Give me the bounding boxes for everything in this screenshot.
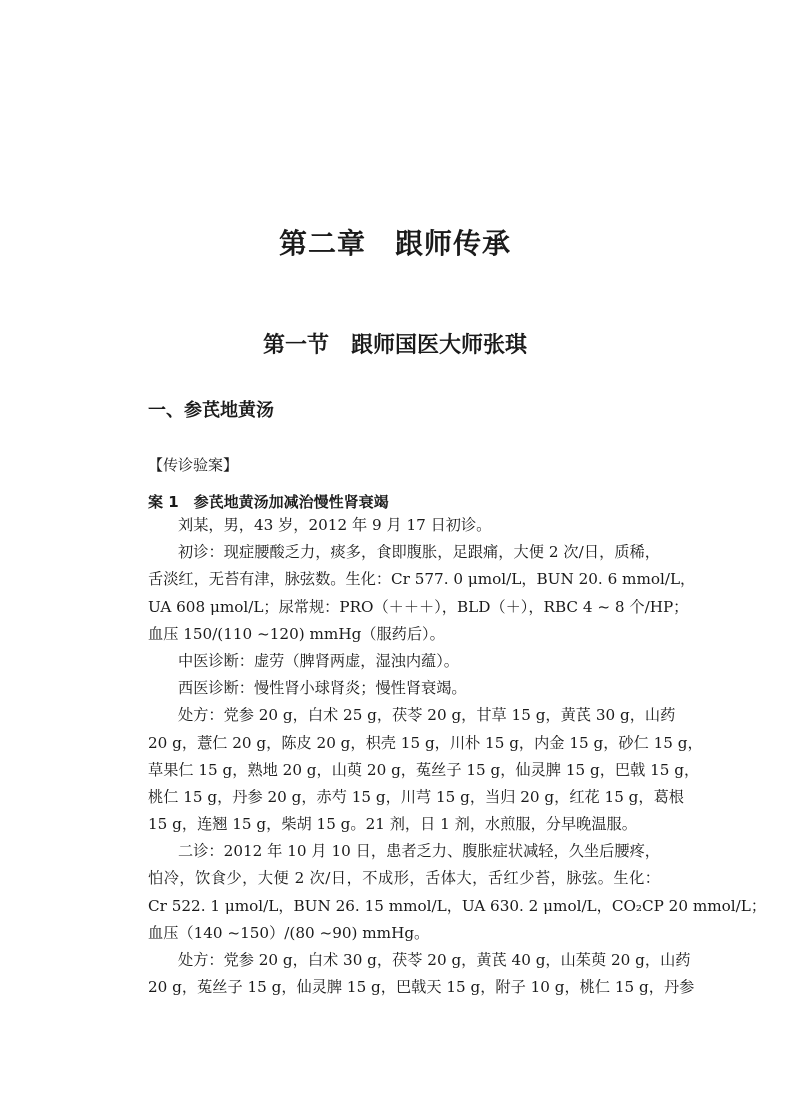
case-body bbox=[148, 512, 767, 1001]
body-line: 20 g，薏仁 20 g，陈皮 20 g，枳壳 15 g，川朴 15 g，内金 15 g，砂仁 15 g， bbox=[148, 733, 703, 752]
body-line: 中医诊断：虚劳（脾肾两虚，湿浊内蕴）。 bbox=[178, 651, 459, 670]
case-title: 案 1 参芪地黄汤加减治慢性肾衰竭 bbox=[148, 493, 389, 511]
body-line: 刘某，男，43 岁，2012 年 9 月 17 日初诊。 bbox=[178, 516, 492, 534]
body-line: 西医诊断：慢性肾小球肾炎；慢性肾衰竭。 bbox=[178, 679, 467, 698]
body-line: 血压 150/(110 ~120) mmHg（服药后）。 bbox=[148, 624, 445, 643]
section-title: 第一节 跟师国医大师张琪 bbox=[262, 333, 527, 358]
body-line: 15 g，连翘 15 g，柴胡 15 g。21 剂，日 1 剂，水煎服，分早晚温服。 bbox=[148, 815, 637, 834]
case-category-tag: 【传诊验案】 bbox=[148, 456, 239, 474]
body-line: 20 g，菟丝子 15 g，仙灵脾 15 g，巴戟天 15 g，附子 10 g，桃仁 15 g，丹参 bbox=[148, 978, 695, 997]
body-line: 舌淡红，无苔有津，脉弦数。生化：Cr 577. 0 μmol/L，BUN 20. 6 mmol/L， bbox=[148, 570, 696, 589]
body-line: 处方：党参 20 g，白术 30 g，茯苓 20 g，黄芪 40 g，山茱萸 20 g，山药 bbox=[178, 951, 691, 969]
body-line: Cr 522. 1 μmol/L，BUN 26. 15 mmol/L，UA 630. 2 μmol/L，CO₂CP 20 mmol/L； bbox=[148, 896, 767, 915]
body-line: 初诊：现症腰酸乏力，痰多，食即腹胀，足跟痛，大便 2 次/日，质稀， bbox=[178, 543, 660, 562]
body-line: UA 608 μmol/L；尿常规：PRO（＋＋＋），BLD（＋），RBC 4 ~ 8 个/HP； bbox=[148, 597, 689, 616]
body-line: 处方：党参 20 g，白术 25 g，茯苓 20 g，甘草 15 g，黄芪 30 g，山药 bbox=[178, 706, 676, 725]
body-line: 二诊：2012 年 10 月 10 日，患者乏力、腹胀症状减轻，久坐后腰疼， bbox=[178, 842, 660, 861]
body-line: 血压（140 ~150）/(80 ~90) mmHg。 bbox=[148, 923, 430, 942]
body-line: 桃仁 15 g，丹参 20 g，赤芍 15 g，川芎 15 g，当归 20 g，红花 15 g，葛根 bbox=[148, 787, 684, 806]
chapter-title: 第二章 跟师传承 bbox=[278, 227, 511, 260]
body-line: 怕冷，饮食少，大便 2 次/日，不成形，舌体大，舌红少苔，脉弦。生化： bbox=[148, 869, 660, 888]
subsection-title: 一、参芪地黄汤 bbox=[148, 400, 274, 421]
body-line: 草果仁 15 g，熟地 20 g，山萸 20 g，菟丝子 15 g，仙灵脾 15 g，巴戟 15 g， bbox=[148, 760, 700, 779]
